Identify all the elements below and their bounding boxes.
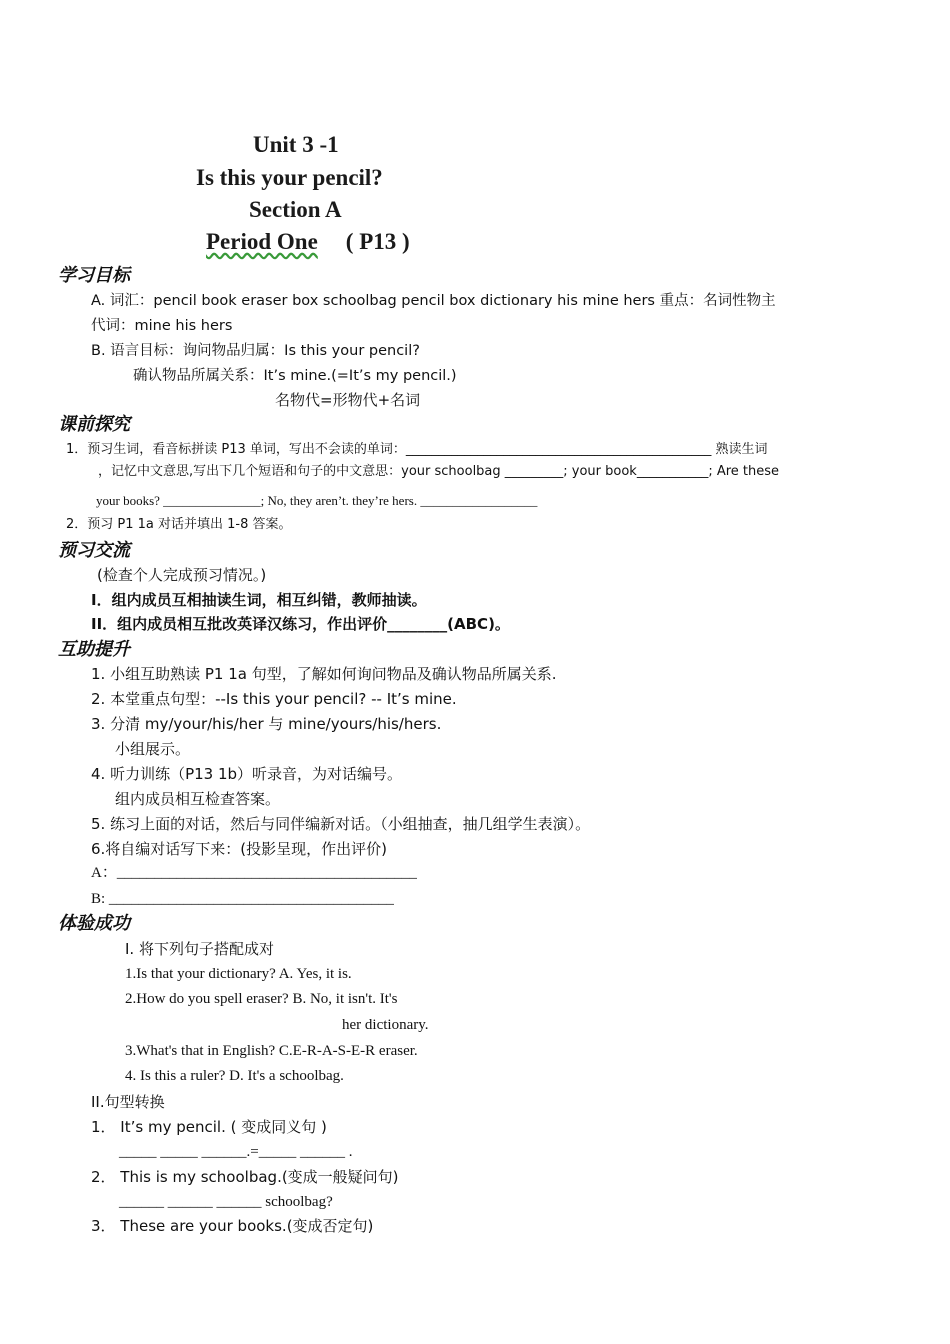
heading-mutual: 互助提升 bbox=[58, 639, 130, 660]
goals-vocab-line2: 代词：mine his hers bbox=[91, 318, 233, 334]
success-q2: 2.How do you spell eraser? B. No, it isn't. It's bbox=[125, 991, 398, 1007]
heading-explore: 课前探究 bbox=[58, 414, 130, 435]
title-lesson: Is this your pencil? bbox=[196, 165, 383, 190]
goals-language-line1: B. 语言目标：询问物品归属：Is this your pencil? bbox=[91, 343, 420, 359]
explore-item2: 2．预习 P1 1a 对话并填出 1-8 答案。 bbox=[66, 517, 292, 532]
title-period bbox=[206, 228, 410, 256]
goals-vocab-line1: A. 词汇：pencil book eraser box schoolbag pencil box dictionary his mine hers 重点：名词性物主 bbox=[91, 293, 776, 309]
explore-item1-line3: your books? _______________; No, they aren’t. they’re hers. __________________ bbox=[96, 493, 538, 508]
explore-item1-line1: 1．预习生词，看音标拼读 P13 单词，写出不会读的单词：_______________________________________________ 熟读生词 bbox=[66, 442, 768, 457]
success-t2: 2． This is my schoolbag.(变成一般疑问句) bbox=[91, 1168, 399, 1186]
success-q2b: her dictionary. bbox=[342, 1017, 429, 1033]
heading-exchange: 预习交流 bbox=[58, 540, 130, 561]
mutual-dialog-b: B: ______________________________________ bbox=[91, 891, 394, 907]
success-section1-title: I. 将下列句子搭配成对 bbox=[125, 940, 274, 958]
success-q4: 4. Is this a ruler? D. It's a schoolbag. bbox=[125, 1068, 344, 1084]
title-period-name: Period One bbox=[206, 229, 318, 254]
title-unit: Unit 3 -1 bbox=[253, 132, 339, 157]
mutual-line4: 4. 听力训练（P13 1b）听录音，为对话编号。 bbox=[91, 765, 403, 783]
goals-language-line2: 确认物品所属关系：It’s mine.(=It’s my pencil.) bbox=[133, 368, 457, 384]
success-q1: 1.Is that your dictionary? A. Yes, it is. bbox=[125, 966, 352, 982]
title-section: Section A bbox=[249, 197, 342, 222]
success-q3: 3.What's that in English? C.E-R-A-S-E-R eraser. bbox=[125, 1043, 418, 1059]
success-t1-blanks: _____ _____ ______.=_____ ______ . bbox=[119, 1144, 353, 1160]
mutual-line3: 3. 分清 my/your/his/her 与 mine/yours/his/hers. bbox=[91, 715, 442, 733]
mutual-line4b: 组内成员相互检查答案。 bbox=[115, 790, 281, 808]
mutual-line6: 6.将自编对话写下来：(投影呈现，作出评价) bbox=[91, 840, 388, 858]
heading-success: 体验成功 bbox=[58, 913, 130, 934]
mutual-dialog-a: A：________________________________________ bbox=[91, 865, 417, 881]
exchange-item1: I．组内成员互相抽读生词，相互纠错，教师抽读。 bbox=[91, 591, 427, 609]
mutual-line1: 1. 小组互助熟读 P1 1a 句型，了解如何询问物品及确认物品所属关系. bbox=[91, 665, 557, 683]
success-section2-title: II.句型转换 bbox=[91, 1093, 165, 1111]
explore-item1-line2: ，记忆中文意思,写出下几个短语和句子的中文意思：your schoolbag _________; your book___________; Are these bbox=[98, 464, 780, 479]
success-t3: 3． These are your books.(变成否定句) bbox=[91, 1217, 374, 1235]
goals-language-line3: 名物代=形物代+名词 bbox=[275, 391, 421, 409]
exchange-note: (检查个人完成预习情况。) bbox=[97, 566, 267, 584]
success-t2-blanks: ______ ______ ______ schoolbag? bbox=[119, 1194, 333, 1210]
mutual-line3b: 小组展示。 bbox=[115, 740, 191, 758]
mutual-line2: 2. 本堂重点句型：--Is this your pencil? -- It’s mine. bbox=[91, 690, 457, 708]
mutual-line5: 5. 练习上面的对话，然后与同伴编新对话。（小组抽查，抽几组学生表演）。 bbox=[91, 815, 591, 833]
exchange-item2: II．组内成员相互批改英译汉练习，作出评价________(ABC)。 bbox=[91, 615, 510, 633]
title-period-page: ( P13 ) bbox=[345, 229, 410, 254]
success-t1: 1． It’s my pencil. ( 变成同义句 ) bbox=[91, 1118, 327, 1136]
heading-goals: 学习目标 bbox=[58, 265, 130, 286]
